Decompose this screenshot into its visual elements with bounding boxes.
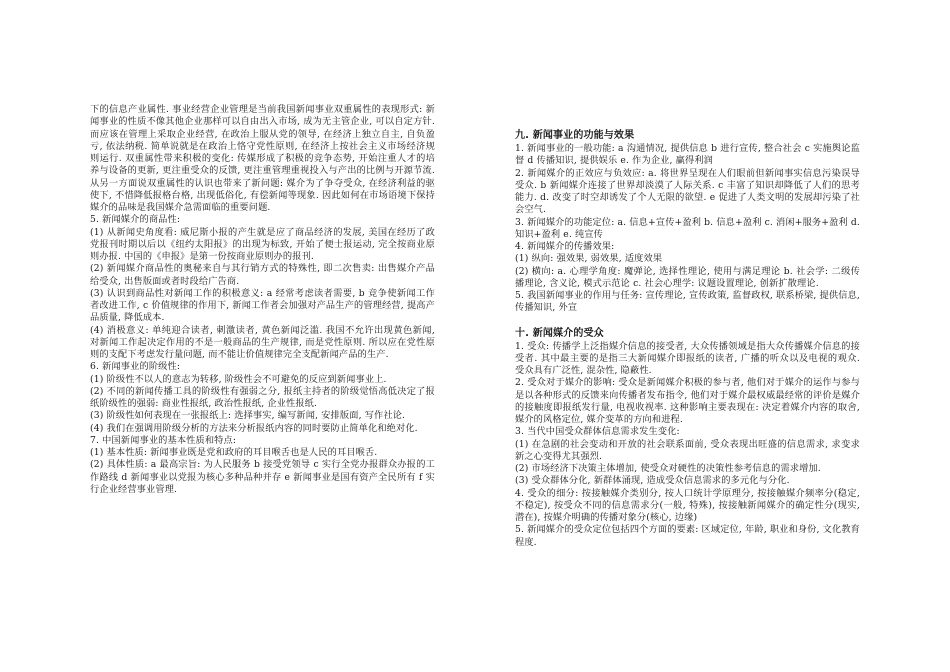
section-heading-functions: 九. 新闻事业的功能与效果 <box>515 130 635 141</box>
paragraph-commodity-4: (4) 消极意义: 单纯迎合读者, 刺激读者, 黄色新闻泛滥. 我国不允许出现黄色新闻, 对新闻工作起决定作用的不是一般商品的生产规律, 而是党性原则. 所以应在党性原则的支配下考虑发行量问题, 而不能让价值规律完全支配新闻产品的生产. <box>90 324 435 360</box>
paragraph-functions-6: (2) 横向: a. 心理学角度: 魔弹论, 选择性理论, 使用与满足理论 b. 社会学: 二级传播理论, 含义论, 模式示范论 c. 社会心理学: 议题设置理论, 创新扩散理论. <box>515 265 860 289</box>
paragraph-audience-6: (3) 受众群体分化, 新群体涌现, 造成受众信息需求的多元化与分化. <box>515 475 790 487</box>
paragraph-functions-4: 4. 新闻媒介的传播效果: <box>515 241 615 252</box>
paragraph-functions-1: 1. 新闻事业的一般功能: a 沟通情况, 提供信息 b 进行宣传, 整合社会 c 实施舆论监督 d 传播知识, 提供娱乐 e. 作为企业, 赢得利润 <box>515 143 860 167</box>
paragraph-audience-5: (2) 市场经济下决策主体增加, 使受众对硬性的决策性参考信息的需求增加. <box>515 463 821 474</box>
paragraph-commodity-1: (1) 从新闻史角度看: 威尼斯小报的产生就是应了商品经济的发展, 美国在经历了政党报刊时期以后以《纽约太阳报》的出现为标致, 开始了便士报运动, 完全按商业原则办报. 中国的《申报》是第一份按商业原则办的报刊. <box>90 226 435 262</box>
paragraph-commodity-2: (2) 新闻媒介商品性的奥秘来自与其行销方式的特殊性, 即二次售卖: 出售媒介产品给受众, 出售版面或者时段给广告商. <box>90 263 435 287</box>
paragraph-class-3: (3) 阶级性如何表现在一张报纸上: 选择事实, 编写新闻, 安排版面, 写作社论. <box>90 410 406 422</box>
heading-commodity: 5. 新闻媒介的商品性: <box>90 214 181 226</box>
paragraph-functions-5: (1) 纵向: 强效果, 弱效果, 适度效果 <box>515 253 663 265</box>
paragraph-functions-3: 3. 新闻媒介的功能定位: a. 信息+宣传+盈利 b. 信息+盈利 c. 消闲+服务+盈利 d. 知识+盈利 e. 纯宣传 <box>515 216 860 240</box>
heading-china-nature: 7. 中国新闻事业的基本性质和特点: <box>90 434 237 446</box>
right-column <box>515 129 860 549</box>
paragraph-audience-8: 5. 新闻媒介的受众定位包括四个方面的要素: 区域定位, 年龄, 职业和身份, 文化教育程度. <box>515 524 861 548</box>
paragraph-audience-2: 2. 受众对于媒介的影响: 受众是新闻媒介积极的参与者, 他们对于媒介的运作与参与是以各种形式的反馈来向传播者发布指令, 他们对于媒介最权威最经常的评价是媒介的接触度即报纸发行量, 电视收视率. 这种影响主要表现在: 决定着媒介内容的取舍, 媒介的风格定位, 媒介变革的方向和进程. <box>515 377 860 425</box>
paragraph-functions-7: 5. 我国新闻事业的作用与任务: 宣传理论, 宣传政策, 监督政权, 联系桥梁, 提供信息, 传播知识, 外宣 <box>515 290 860 314</box>
paragraph-class-1: (1) 阶级性不以人的意志为转移, 阶级性会不可避免的反应到新闻事业上. <box>90 373 387 385</box>
paragraph-class-4: (4) 我们在强调用阶级分析的方法来分析报纸内容的同时要防止简单化和绝对化. <box>90 422 418 434</box>
paragraph-audience-7: 4. 受众的细分: 按接触媒介类别分, 按人口统计学原理分, 按接触媒介频率分(稳定, 不稳定), 按受众不同的信息需求分(一般, 特殊), 按接触新闻媒介的确定性分(现实, 潜在), 按媒介明确的传播对象分(核心, 边缘) <box>515 487 860 523</box>
paragraph-audience-3: 3. 当代中国受众群体信息需求发生变化: <box>515 426 680 438</box>
paragraph-china-2: (2) 具体性质: a 最高宗旨: 为人民服务 b 接受党领导 c 实行全党办报群众办报的工作路线 d 新闻事业以党报为核心多种品种并存 e 新闻事业是国有资产全民所有 f 实行企业经营事业管理. <box>90 459 435 495</box>
paragraph-dual-nature: 下的信息产业属性. 事业经营企业管理是当前我国新闻事业双重属性的表现形式: 新闻事业的性质不像其他企业那样可以自由出入市场, 成为无主管企业, 可以自定方针. 而应该在管理上采取企业经营, 在政治上服从党的领导, 在经济上独立自主, 自负盈亏, 依法纳税. 简单说就是在政治上恪守党性原则, 在经济上按社会主义市场经济规则运行. 双重属性带来积极的变化: 传媒形成了积极的竞争态势, 开始注重人才的培养与设备的更新, 更注重受众的反馈, 更注重管理重视投入与产出的比例与开源节流. 从另一方面说双重属性的认识也带来了新问题: 媒介为了争夺受众, 在经济利益的驱使下, 不惜降低报格台格, 出现低俗化, 有偿新闻等现象. 因此如何在市场语境下保持媒介的品味是我国媒介急需面临的重要问题. <box>90 104 435 213</box>
paragraph-commodity-3: (3) 认识到商品性对新闻工作的积极意义: a 经常考虑读者需要, b 竞争使新闻工作者改进工作, c 价值规律的作用下, 新闻工作者会加强对产品生产的管理经营, 提高产品质量, 降低成本. <box>90 287 435 324</box>
section-heading-audience: 十. 新闻媒介的受众 <box>515 327 604 339</box>
paragraph-class-2: (2) 不同的新闻传播工具的阶级性有强弱之分, 报纸主持者的阶级觉悟高低决定了报纸阶级性的强弱: 商业性报纸, 政治性报纸, 企业性报纸. <box>90 385 435 409</box>
paragraph-functions-2: 2. 新闻媒介的正效应与负效应: a. 将世界呈现在人们眼前但新闻事实信息污染误导受众. b 新闻媒介连接了世界却淡漠了人际关系. c 丰富了知识却降低了人们的思考能力. d. 改变了时空却诱发了个人无限的欲望. e 促进了人类文明的发展却污染了社会空气. <box>515 167 860 216</box>
paragraph-china-1: (1) 基本性质: 新闻事业既是党和政府的耳目喉舌也是人民的耳目喉舌. <box>90 447 378 458</box>
paragraph-audience-4: (1) 在急剧的社会变动和开放的社会联系面前, 受众表现出旺盛的信息需求, 求变求新之心变得尤其强烈. <box>515 438 860 462</box>
paragraph-audience-1: 1. 受众: 传播学上泛指媒介信息的接受者, 大众传播领域是指大众传播媒介信息的接受者. 其中最主要的是指三大新闻媒介即报纸的读者, 广播的听众以及电视的观众. 受众具有广泛性, 混杂性, 隐蔽性. <box>515 340 860 376</box>
left-column <box>90 104 435 496</box>
heading-class-nature: 6. 新闻事业的阶级性: <box>90 361 181 373</box>
